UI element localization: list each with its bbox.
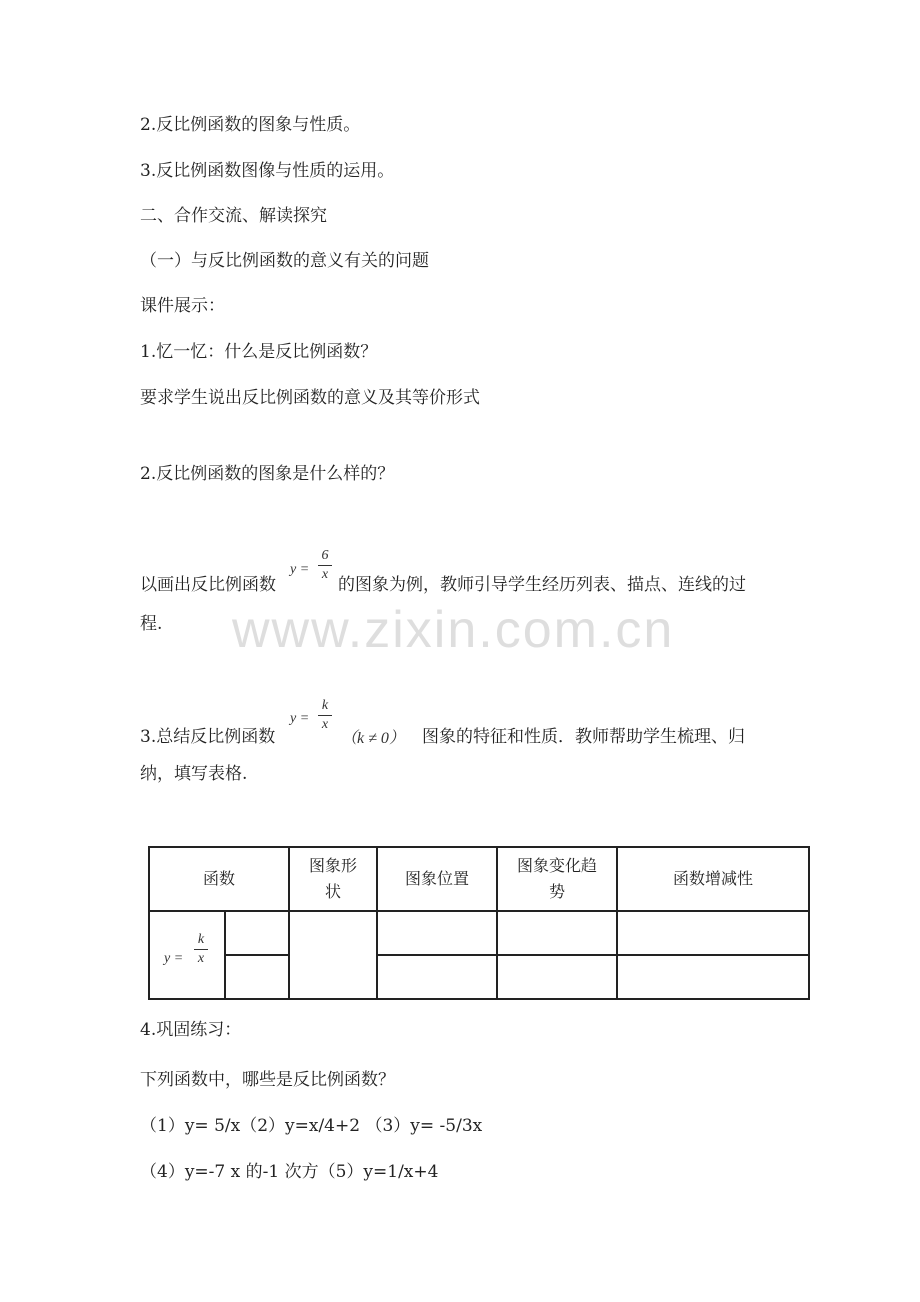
- exercise-line: （4）y=-7 x 的-1 次方（5）y=1/x+4: [140, 1162, 439, 1182]
- text-line: 图象的特征和性质．教师帮助学生梳理、归: [422, 727, 745, 747]
- text-line: 下列函数中，哪些是反比例函数？: [140, 1070, 395, 1090]
- text-line: 2.反比例函数的图象与性质。: [140, 115, 361, 135]
- table-cell: [497, 955, 617, 999]
- question-3: 3.总结反比例函数: [140, 727, 276, 747]
- header-shape: 图象形 状: [289, 847, 377, 911]
- watermark: www.zixin.com.cn: [232, 601, 675, 659]
- properties-table: [148, 846, 810, 1000]
- table-cell: [377, 955, 497, 999]
- header-function: 函数: [149, 847, 289, 911]
- subsection-heading: （一）与反比例函数的意义有关的问题: [140, 251, 429, 271]
- text-line: 纳，填写表格.: [140, 764, 248, 784]
- text-line: 3.反比例函数图像与性质的运用。: [140, 161, 395, 181]
- table-cell: [225, 911, 289, 955]
- question-2: 2.反比例函数的图象是什么样的？: [140, 464, 395, 484]
- section-heading: 二、合作交流、解读探究: [140, 206, 327, 226]
- table-cell: [497, 911, 617, 955]
- header-position: 图象位置: [377, 847, 497, 911]
- text-line: 程.: [140, 614, 163, 634]
- table-cell: [225, 955, 289, 999]
- table-cell: [617, 955, 809, 999]
- exercise-line: （1）y= 5/x（2）y=x/4+2 （3）y= -5/3x: [140, 1116, 483, 1136]
- table-cell: [289, 911, 377, 999]
- text-line: 以画出反比例函数: [140, 575, 276, 595]
- table-cell: [617, 911, 809, 955]
- cell-function-formula: y = k x: [149, 911, 225, 999]
- text-line: 的图象为例，教师引导学生经历列表、描点、连线的过: [338, 575, 746, 595]
- text-line: 课件展示：: [140, 296, 225, 316]
- text-line: 要求学生说出反比例函数的意义及其等价形式: [140, 388, 480, 408]
- header-trend: 图象变化趋 势: [497, 847, 617, 911]
- table-cell: [377, 911, 497, 955]
- question-1: 1.忆一忆：什么是反比例函数？: [140, 342, 378, 362]
- question-4: 4.巩固练习：: [140, 1020, 242, 1040]
- header-monotonicity: 函数增减性: [617, 847, 809, 911]
